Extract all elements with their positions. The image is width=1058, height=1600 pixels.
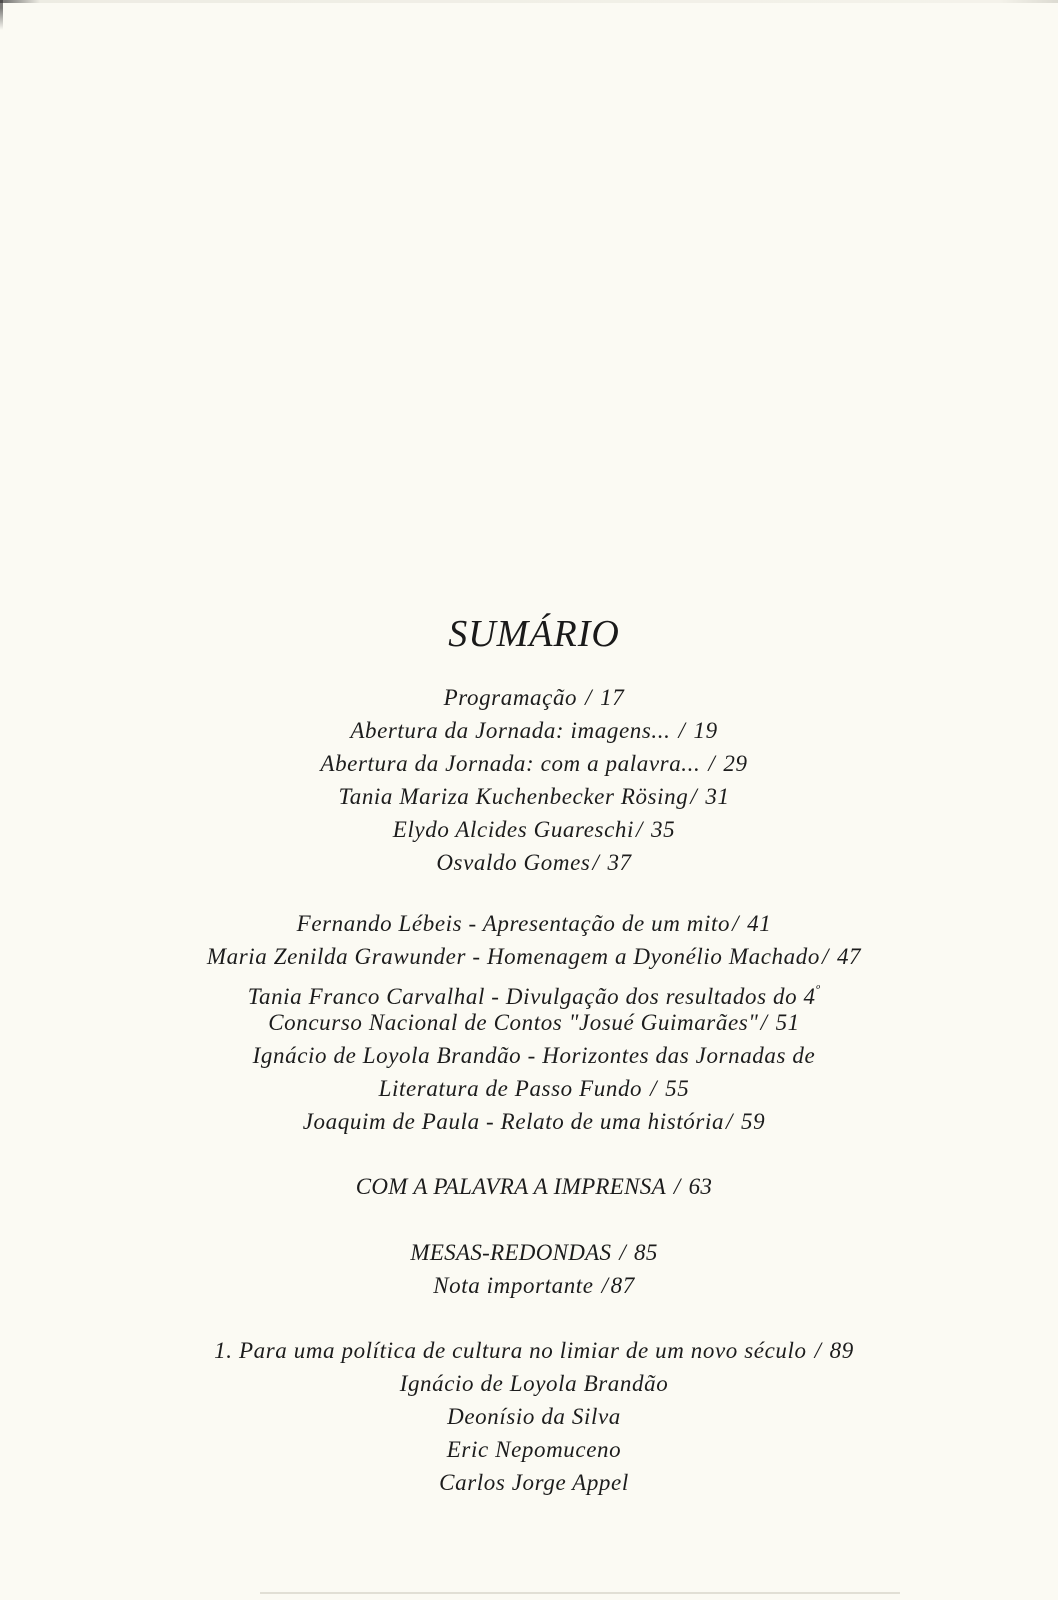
toc-entry-grawunder: Maria Zenilda Grawunder - Homenagem a Dyonélio Machado/ 47 — [206, 944, 862, 969]
toc-entry-text: Concurso Nacional de Contos "Josué Guimarães" — [268, 1010, 759, 1035]
toc-entry-text: Tania Franco Carvalhal - Divulgação dos resultados do 4 — [247, 984, 816, 1009]
toc-entry-page: 35 — [651, 817, 676, 842]
toc-entry-page: 37 — [607, 850, 632, 875]
page-title: SUMÁRIO — [448, 613, 620, 655]
toc-entry-page: 31 — [705, 784, 730, 809]
toc-entry-page: 63 — [688, 1174, 713, 1199]
toc-entry-text: Ignácio de Loyola Brandão - Horizontes das Jornadas de — [252, 1043, 816, 1068]
toc-entry-page: 17 — [600, 685, 625, 710]
toc-entry-concurso: Concurso Nacional de Contos "Josué Guimarães"/ 51 — [268, 1010, 800, 1035]
toc-entry-literatura-passo-fundo: Literatura de Passo Fundo / 55 — [378, 1076, 690, 1101]
toc-entry-brandao-horizontes — [0, 1040, 1058, 1072]
participant-name: Ignácio de Loyola Brandão — [399, 1371, 669, 1396]
toc-entry-abertura-imagens: Abertura da Jornada: imagens... / 19 — [350, 718, 718, 743]
toc-entry-page: 51 — [775, 1010, 800, 1035]
toc-entry-text: Osvaldo Gomes — [436, 850, 591, 875]
toc-entry-abertura-palavra: Abertura da Jornada: com a palavra... / 29 — [320, 751, 748, 776]
toc-entry-text: Programação — [443, 685, 578, 710]
toc-entry-gomes: Osvaldo Gomes/ 37 — [436, 850, 632, 875]
toc-entry-page: 87 — [610, 1273, 635, 1298]
toc-entry-text: Elydo Alcides Guareschi — [392, 817, 634, 842]
participant — [0, 1368, 1058, 1400]
participant — [0, 1434, 1058, 1466]
toc-entry-page: 47 — [836, 944, 862, 969]
toc-entry-text: 1. Para uma política de cultura no limiar de um novo século — [214, 1338, 807, 1363]
toc-entry-text: Tania Mariza Kuchenbecker Rösing — [338, 784, 689, 809]
toc-entry-text: Fernando Lébeis - Apresentação de um mito — [296, 911, 731, 936]
toc-entry-text: Maria Zenilda Grawunder - Homenagem a Dyonélio Machado — [206, 944, 820, 969]
toc-entry-text: Nota importante — [433, 1273, 594, 1298]
page-edge-bottom — [260, 1592, 900, 1594]
participant-name: Eric Nepomuceno — [446, 1437, 622, 1462]
toc-entry-politica-cultura: 1. Para uma política de cultura no limiar de um novo século / 89 — [214, 1338, 854, 1363]
toc-entry-guareschi: Elydo Alcides Guareschi/ 35 — [392, 817, 676, 842]
toc-entry-lebeis: Fernando Lébeis - Apresentação de um mito/ 41 — [296, 911, 772, 936]
toc-entry-nota: Nota importante /87 — [433, 1273, 635, 1298]
toc-entry-page: 29 — [723, 751, 748, 776]
page-edge-top — [0, 0, 1058, 3]
toc-entry-page: 19 — [693, 718, 718, 743]
toc-entry-text: COM A PALAVRA A IMPRENSA — [355, 1174, 666, 1199]
ordinal-indicator: º — [815, 982, 821, 997]
toc-entry-page: 85 — [634, 1240, 658, 1265]
toc-section-imprensa: COM A PALAVRA A IMPRENSA / 63 — [355, 1174, 713, 1199]
toc-entry-text: Abertura da Jornada: imagens... — [350, 718, 671, 743]
participant-name: Carlos Jorge Appel — [439, 1470, 629, 1495]
toc-entry-text: MESAS-REDONDAS — [410, 1240, 612, 1265]
participant — [0, 1401, 1058, 1433]
toc-entry-page: 41 — [747, 911, 772, 936]
toc-entry-text: Literatura de Passo Fundo — [378, 1076, 643, 1101]
toc-entry-text: Abertura da Jornada: com a palavra... — [320, 751, 701, 776]
toc-entry-programacao: Programação / 17 — [443, 685, 625, 710]
participant-name: Deonísio da Silva — [447, 1404, 621, 1429]
toc-section-mesas-redondas: MESAS-REDONDAS / 85 — [410, 1240, 658, 1265]
toc-entry-paula: Joaquim de Paula - Relato de uma história/ 59 — [302, 1109, 766, 1134]
toc-entry-page: 89 — [829, 1338, 854, 1363]
toc-entry-page: 59 — [741, 1109, 766, 1134]
toc-entry-page: 55 — [665, 1076, 690, 1101]
participant — [0, 1467, 1058, 1499]
toc-entry-rosing: Tania Mariza Kuchenbecker Rösing/ 31 — [338, 784, 730, 809]
toc-entry-text: Joaquim de Paula - Relato de uma história — [302, 1109, 725, 1134]
